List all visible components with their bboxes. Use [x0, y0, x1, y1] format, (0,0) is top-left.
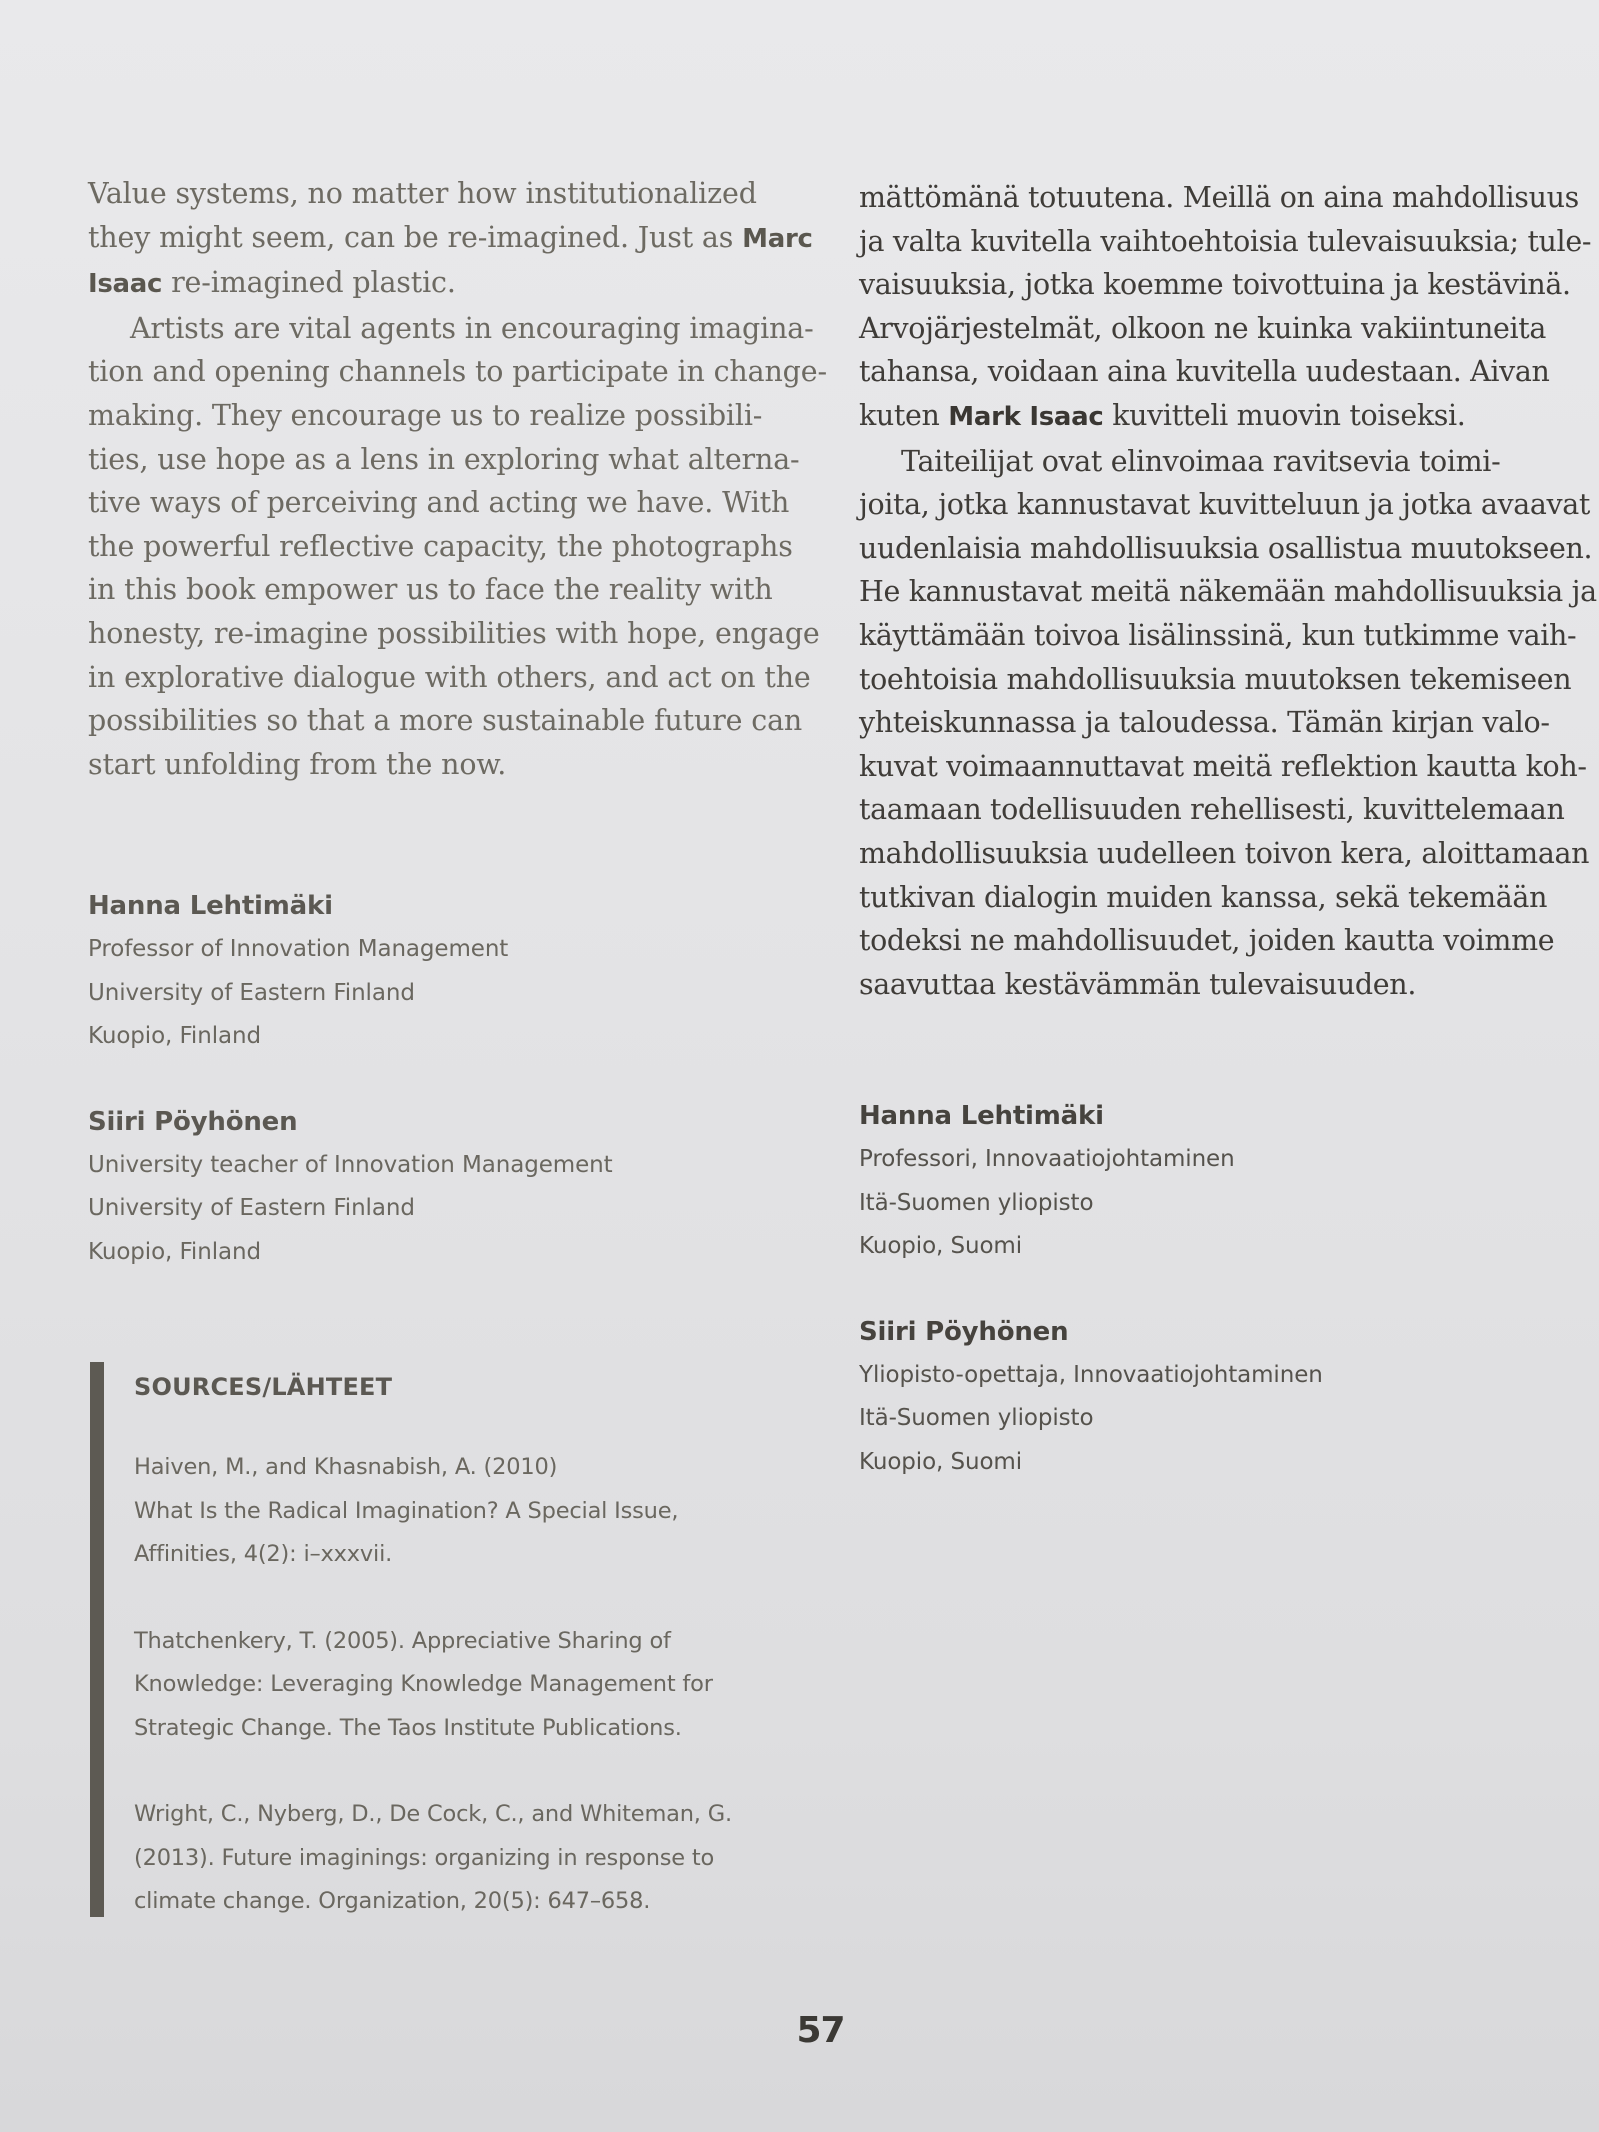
- author-affiliation-line: University teacher of Innovation Management: [88, 1151, 613, 1178]
- reference-line: Thatchenkery, T. (2005). Appreciative Sharing of: [134, 1627, 671, 1654]
- reference-entry: [134, 1446, 814, 1577]
- english-paragraph-2-text: [88, 307, 827, 787]
- reference-line: climate change. Organization, 20(5): 647–658.: [134, 1888, 651, 1914]
- author-affiliation-line: Professori, Innovaatiojohtaminen: [859, 1146, 1235, 1173]
- page-number: 57: [796, 2010, 845, 2051]
- author-affiliation-line: Professor of Innovation Management: [88, 936, 509, 963]
- finnish-paragraph-2-line: He kannustavat meitä näkemään mahdollisuuksia ja: [859, 575, 1597, 609]
- english-paragraph-2-line: tive ways of perceiving and acting we have. With: [88, 486, 790, 520]
- author-affiliation-line: Itä-Suomen yliopisto: [859, 1405, 1094, 1432]
- english-paragraph-2: [88, 307, 827, 787]
- finnish-paragraph-1: [859, 176, 1592, 394]
- artist-name-marc-isaac-line2: Isaac: [88, 269, 163, 300]
- finnish-paragraph-2-text: [859, 440, 1597, 1007]
- finnish-paragraph-2: [859, 440, 1597, 1007]
- finnish-paragraph-2-line: mahdollisuuksia uudelleen toivon kera, aloittamaan: [859, 836, 1590, 870]
- reference-line: Haiven, M., and Khasnabish, A. (2010): [134, 1454, 558, 1480]
- english-p1-text-b: they might seem, can be re-imagined. Just as: [88, 220, 743, 254]
- author-affiliation-line: Kuopio, Suomi: [859, 1448, 1023, 1475]
- finnish-p1-before-name: kuten: [859, 398, 940, 432]
- author-affiliation-line: Itä-Suomen yliopisto: [859, 1189, 1094, 1216]
- english-paragraph-2-line: tion and opening channels to participate in change-: [88, 355, 827, 389]
- author-name: Hanna Lehtimäki: [859, 1101, 1104, 1132]
- finnish-paragraph-2-line: kuvat voimaannuttavat meitä reflektion kautta koh-: [859, 749, 1587, 783]
- finnish-p1-after-name: kuvitteli muovin toiseksi.: [1112, 398, 1466, 432]
- finnish-paragraph-2-line: tutkivan dialogin muiden kanssa, sekä tekemään: [859, 880, 1548, 914]
- author-name: Siiri Pöyhönen: [859, 1316, 1069, 1347]
- english-paragraph-2-line: Artists are vital agents in encouraging imagina-: [130, 311, 814, 345]
- reference-line: Strategic Change. The Taos Institute Publications.: [134, 1714, 682, 1741]
- author-affiliation-line: Yliopisto-opettaja, Innovaatiojohtaminen: [859, 1361, 1323, 1388]
- finnish-paragraph-1-line: ja valta kuvitella vaihtoehtoisia tulevaisuuksia; tule-: [859, 224, 1592, 258]
- english-column: [88, 172, 827, 1274]
- finnish-paragraph-2-line: toehtoisia mahdollisuuksia muutoksen tekemiseen: [859, 662, 1572, 696]
- reference-list: [134, 1446, 814, 1924]
- english-paragraph-2-line: ties, use hope as a lens in exploring what alterna-: [88, 442, 800, 476]
- finnish-paragraph-1-line: mättömänä totuutena. Meillä on aina mahdollisuus: [859, 181, 1579, 214]
- sources-title: SOURCES/LÄHTEET: [134, 1373, 393, 1401]
- finnish-paragraph-1-line: vaisuuksia, jotka koemme toivottuina ja kestävinä.: [859, 268, 1571, 302]
- finnish-signatures: [859, 1094, 1579, 1484]
- finnish-column: [859, 176, 1597, 1484]
- english-signature: [88, 1100, 818, 1275]
- sources-body: [134, 1362, 814, 1967]
- english-signature: [88, 884, 818, 1059]
- english-paragraph-2-line: start unfolding from the now.: [88, 747, 507, 781]
- sources-box: [90, 1362, 820, 1917]
- finnish-paragraph-2-line: todeksi ne mahdollisuudet, joiden kautta voimme: [859, 924, 1555, 958]
- english-paragraph-2-line: honesty, re-imagine possibilities with hope, engage: [88, 616, 820, 650]
- english-signatures: [88, 884, 818, 1274]
- english-paragraph-2-line: the powerful reflective capacity, the photographs: [88, 529, 793, 563]
- author-name: Hanna Lehtimäki: [88, 891, 333, 922]
- sources-accent-bar: [90, 1362, 104, 1917]
- author-affiliation-line: Kuopio, Finland: [88, 1238, 261, 1265]
- reference-entry: [134, 1620, 814, 1751]
- finnish-paragraph-2-line: taamaan todellisuuden rehellisesti, kuvittelemaan: [859, 793, 1565, 827]
- author-affiliation-line: University of Eastern Finland: [88, 979, 415, 1006]
- finnish-paragraph-1-text: [859, 176, 1592, 394]
- finnish-paragraph-2-line: käyttämään toivoa lisälinssinä, kun tutkimme vaih-: [859, 618, 1577, 652]
- finnish-paragraph-1-line: tahansa, voidaan aina kuvitella uudestaan. Aivan: [859, 355, 1550, 389]
- artist-name-mark-isaac: Mark Isaac: [948, 401, 1104, 432]
- finnish-paragraph-1-line: Arvojärjestelmät, olkoon ne kuinka vakiintuneita: [859, 311, 1546, 345]
- author-affiliation-line: University of Eastern Finland: [88, 1195, 415, 1222]
- english-p1-text-a: Value systems, no matter how institutionalized: [88, 177, 757, 210]
- english-paragraph-2-line: making. They encourage us to realize possibili-: [88, 398, 763, 432]
- finnish-paragraph-2-line: joita, jotka kannustavat kuvitteluun ja jotka avaavat: [859, 488, 1591, 522]
- finnish-paragraph-2-line: uudenlaisia mahdollisuuksia osallistua muutokseen.: [859, 531, 1593, 565]
- english-paragraph-1: [88, 172, 818, 307]
- reference-line: What Is the Radical Imagination? A Special Issue,: [134, 1497, 679, 1524]
- reference-entry: [134, 1793, 814, 1924]
- finnish-paragraph-2-line: saavuttaa kestävämmän tulevaisuuden.: [859, 967, 1417, 1001]
- reference-line: Knowledge: Leveraging Knowledge Management for: [134, 1671, 713, 1697]
- english-p1-text-c: re-imagined plastic.: [162, 266, 456, 300]
- author-affiliation-line: Kuopio, Suomi: [859, 1233, 1023, 1260]
- artist-name-marc-isaac-line1: Marc: [742, 223, 813, 254]
- english-paragraph-2-line: in explorative dialogue with others, and act on the: [88, 660, 811, 694]
- reference-line: Affinities, 4(2): i–xxxvii.: [134, 1541, 393, 1567]
- finnish-paragraph-1-last-line: [859, 394, 1579, 440]
- finnish-paragraph-2-line: Taiteilijat ovat elinvoimaa ravitsevia toimi-: [901, 444, 1501, 478]
- english-paragraph-2-line: in this book empower us to face the reality with: [88, 573, 773, 607]
- finnish-signature: [859, 1094, 1579, 1269]
- reference-line: Wright, C., Nyberg, D., De Cock, C., and Whiteman, G.: [134, 1801, 732, 1827]
- finnish-paragraph-2-line: yhteiskunnassa ja taloudessa. Tämän kirjan valo-: [859, 706, 1550, 740]
- author-name: Siiri Pöyhönen: [88, 1106, 298, 1137]
- finnish-signature: [859, 1310, 1579, 1485]
- english-paragraph-2-line: possibilities so that a more sustainable future can: [88, 704, 803, 738]
- reference-line: (2013). Future imaginings: organizing in response to: [134, 1844, 715, 1871]
- author-affiliation-line: Kuopio, Finland: [88, 1023, 261, 1050]
